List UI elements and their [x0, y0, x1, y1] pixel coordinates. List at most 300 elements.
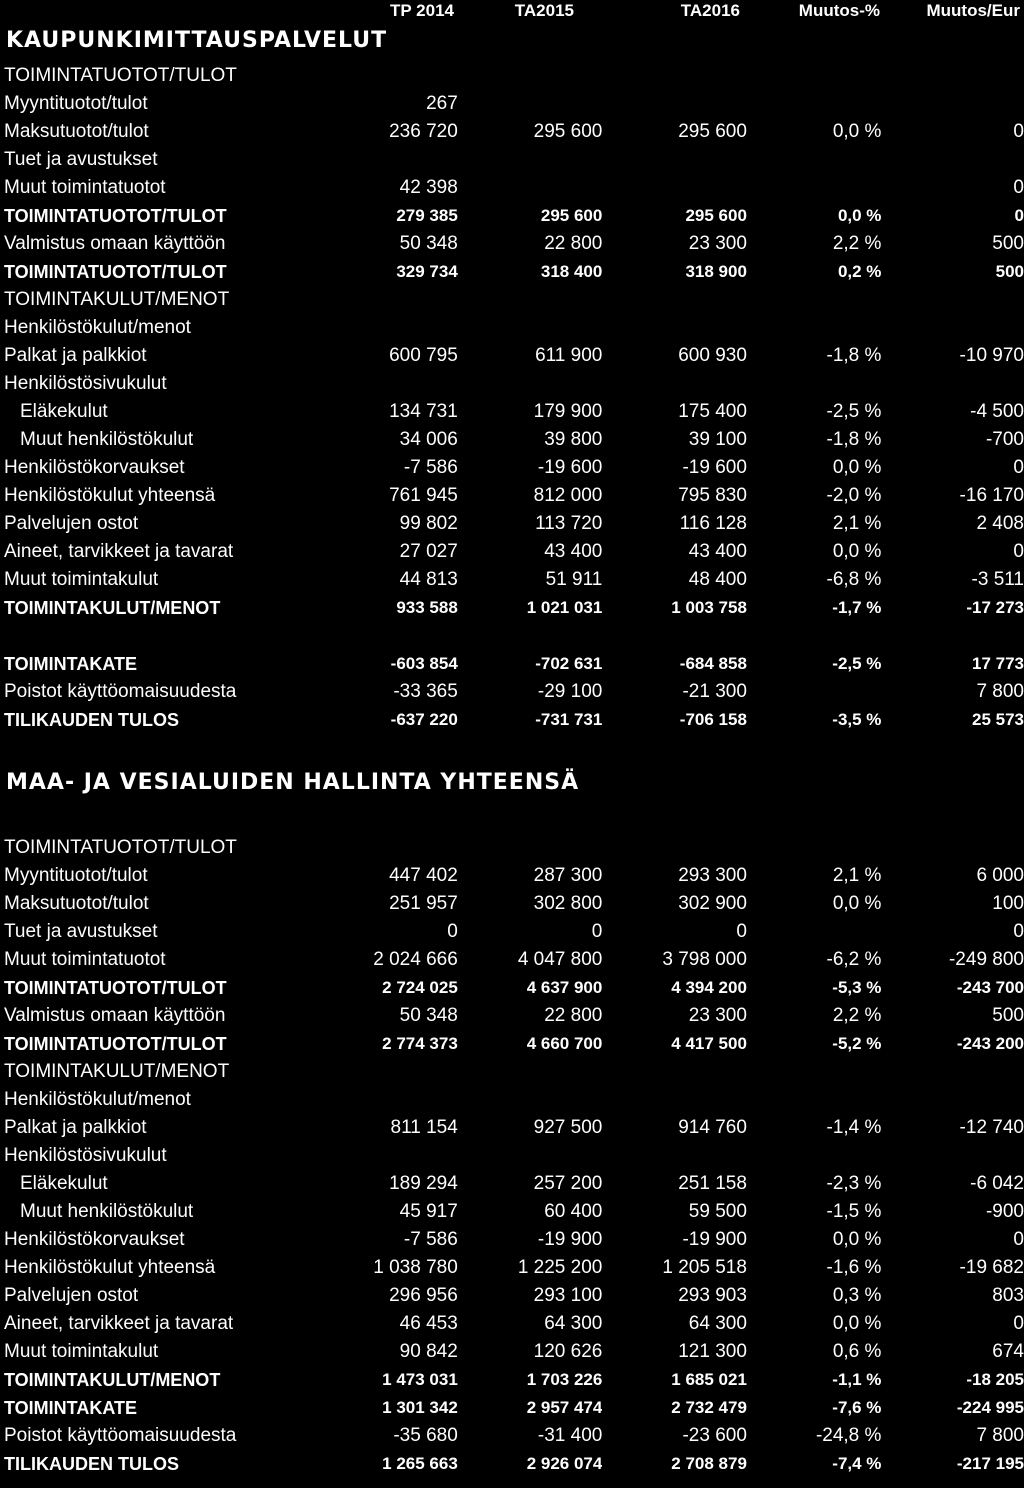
table-row: [0, 538, 1024, 566]
cell-value: 0: [591, 921, 603, 942]
table-row: [0, 1114, 1024, 1142]
table-row: [0, 1002, 1024, 1030]
cell-value: -33 365: [393, 681, 458, 702]
cell-value: [747, 370, 882, 398]
cell-value: 39 100: [688, 429, 747, 450]
cell-value: 189 294: [389, 1173, 458, 1194]
cell-value: -1,6 %: [826, 1257, 882, 1278]
cell-value: 2,2 %: [832, 233, 882, 254]
cell-value: -684 858: [679, 654, 747, 673]
row-label: Myyntituotot/tulot: [4, 93, 148, 114]
table-row: [0, 834, 1024, 862]
table-row: [0, 1338, 1024, 1366]
cell-value: [881, 370, 1024, 398]
cell-value: -2,0 %: [826, 485, 882, 506]
cell-value: 64 300: [688, 1313, 747, 1334]
cell-value: 1 473 031: [382, 1370, 458, 1389]
cell-value: 295 600: [678, 121, 747, 142]
cell-value: 45 917: [399, 1201, 458, 1222]
cell-value: 23 300: [688, 233, 747, 254]
cell-value: [747, 90, 882, 118]
cell-value: [458, 834, 603, 862]
cell-value: 121 300: [678, 1341, 747, 1362]
cell-value: 4 047 800: [517, 949, 603, 970]
cell-value: -6 042: [970, 1173, 1024, 1194]
cell-value: 7 800: [976, 1425, 1024, 1446]
cell-value: 7 800: [976, 681, 1024, 702]
cell-value: 927 500: [533, 1117, 603, 1138]
cell-value: [881, 1142, 1024, 1170]
cell-value: 933 588: [396, 598, 458, 617]
cell-value: [747, 1058, 882, 1086]
cell-value: -19 682: [959, 1257, 1024, 1278]
cell-value: 500: [995, 262, 1024, 281]
cell-value: 267: [426, 93, 458, 114]
table-row: [0, 1226, 1024, 1254]
cell-value: 329 734: [396, 262, 458, 281]
cell-value: 295 600: [685, 206, 747, 225]
table-row: [0, 1254, 1024, 1282]
cell-value: -7,4 %: [832, 1454, 882, 1473]
table-row: [0, 426, 1024, 454]
cell-value: [361, 370, 457, 398]
cell-value: -7,6 %: [832, 1398, 882, 1417]
cell-value: 761 945: [389, 485, 458, 506]
cell-value: 1 685 021: [671, 1370, 747, 1389]
cell-value: [747, 62, 882, 90]
cell-value: 2 926 074: [526, 1454, 603, 1473]
cell-value: 0,0 %: [832, 457, 882, 478]
cell-value: -731 731: [535, 710, 603, 729]
cell-value: 22 800: [544, 233, 603, 254]
cell-value: 48 400: [688, 569, 747, 590]
row-label: TOIMINTAKATE: [4, 1398, 137, 1418]
cell-value: [881, 146, 1024, 174]
cell-value: 4 660 700: [526, 1034, 603, 1053]
cell-value: -706 158: [679, 710, 747, 729]
cell-value: -3 511: [971, 569, 1024, 590]
row-label: TOIMINTATUOTOT/TULOT: [4, 1034, 227, 1054]
cell-value: [747, 918, 882, 946]
cell-value: [602, 146, 747, 174]
cell-value: [602, 1086, 747, 1114]
table-row: [0, 1142, 1024, 1170]
cell-value: 4 417 500: [671, 1034, 747, 1053]
cell-value: [602, 1142, 747, 1170]
cell-value: 1 265 663: [382, 1454, 458, 1473]
row-label: Poistot käyttöomaisuudesta: [4, 1425, 237, 1446]
cell-value: [361, 62, 457, 90]
cell-value: -31 400: [537, 1425, 603, 1446]
cell-value: 0,0 %: [832, 1229, 882, 1250]
cell-value: -3,5 %: [832, 710, 882, 729]
financial-table-kaupunkimittaus: [0, 62, 1024, 734]
row-label: Muut toimintakulut: [4, 569, 159, 590]
cell-value: [458, 622, 603, 650]
row-label: Tuet ja avustukset: [4, 149, 158, 170]
cell-value: 42 398: [399, 177, 458, 198]
cell-value: -1,4 %: [826, 1117, 882, 1138]
cell-value: 50 348: [399, 1005, 458, 1026]
section-title-maa-ja-vesialueiden: MAA- JA VESIALUIDEN HALLINTA YHTEENSÄ: [6, 770, 580, 795]
cell-value: 2 774 373: [382, 1034, 458, 1053]
cell-value: 25 573: [972, 710, 1024, 729]
cell-value: [747, 146, 882, 174]
header-col-muutos-pct: Muutos-%: [798, 1, 880, 20]
table-row: [0, 202, 1024, 230]
cell-value: 302 800: [533, 893, 603, 914]
table-row: [0, 974, 1024, 1002]
cell-value: -2,5 %: [832, 654, 882, 673]
cell-value: -16 170: [959, 485, 1024, 506]
cell-value: -702 631: [535, 654, 603, 673]
cell-value: 812 000: [533, 485, 603, 506]
cell-value: [458, 174, 603, 202]
cell-value: 120 626: [533, 1341, 603, 1362]
table-row: [0, 146, 1024, 174]
cell-value: [361, 1086, 457, 1114]
cell-value: [881, 834, 1024, 862]
cell-value: 600 795: [389, 345, 458, 366]
cell-value: 0: [736, 921, 747, 942]
row-label: Henkilöstösivukulut: [4, 373, 167, 394]
cell-value: 99 802: [399, 513, 458, 534]
table-row: [0, 230, 1024, 258]
table-row: [0, 1366, 1024, 1394]
cell-value: 2 724 025: [382, 978, 458, 997]
cell-value: [602, 622, 747, 650]
row-label: Eläkekulut: [20, 401, 108, 422]
cell-value: -243 700: [956, 978, 1024, 997]
cell-value: 2 732 479: [671, 1398, 747, 1417]
cell-value: -2,3 %: [826, 1173, 882, 1194]
row-label: Palkat ja palkkiot: [4, 1117, 147, 1138]
cell-value: 674: [992, 1341, 1024, 1362]
cell-value: 0,0 %: [837, 206, 882, 225]
cell-value: [747, 1086, 882, 1114]
cell-value: [602, 1058, 747, 1086]
cell-value: -7 586: [403, 1229, 458, 1250]
cell-value: [361, 286, 457, 314]
row-label: Palvelujen ostot: [4, 513, 139, 534]
cell-value: 914 760: [678, 1117, 747, 1138]
table-row: [0, 174, 1024, 202]
row-label: Valmistus omaan käyttöön: [4, 233, 226, 254]
table-row: [0, 1058, 1024, 1086]
row-label: Valmistus omaan käyttöön: [4, 1005, 226, 1026]
cell-value: [458, 1142, 603, 1170]
cell-value: [747, 174, 882, 202]
table-row: [0, 862, 1024, 890]
cell-value: [602, 90, 747, 118]
cell-value: 2,1 %: [832, 513, 882, 534]
table-row: [0, 1310, 1024, 1338]
cell-value: 179 900: [533, 401, 603, 422]
cell-value: [602, 286, 747, 314]
cell-value: 2,1 %: [832, 865, 882, 886]
row-label: TOIMINTATUOTOT/TULOT: [4, 65, 237, 86]
cell-value: -1,1 %: [832, 1370, 882, 1389]
header-col-ta2016: TA2016: [680, 1, 740, 20]
cell-value: [361, 622, 457, 650]
cell-value: 4 394 200: [671, 978, 747, 997]
row-label: TOIMINTAKULUT/MENOT: [4, 598, 221, 618]
cell-value: 0,0 %: [832, 121, 882, 142]
cell-value: 17 773: [972, 654, 1024, 673]
cell-value: 1 301 342: [382, 1398, 458, 1417]
cell-value: -12 740: [959, 1117, 1024, 1138]
row-label: TOIMINTATUOTOT/TULOT: [4, 837, 237, 858]
row-label: TILIKAUDEN TULOS: [4, 1454, 179, 1474]
cell-value: 100: [992, 893, 1024, 914]
cell-value: 293 903: [678, 1285, 747, 1306]
cell-value: -603 854: [390, 654, 458, 673]
cell-value: 293 300: [678, 865, 747, 886]
table-row: [0, 370, 1024, 398]
cell-value: [458, 62, 603, 90]
row-label: Henkilöstökulut/menot: [4, 317, 191, 338]
cell-value: -243 200: [956, 1034, 1024, 1053]
cell-value: 1 021 031: [526, 598, 603, 617]
cell-value: 6 000: [976, 865, 1024, 886]
cell-value: 296 956: [389, 1285, 458, 1306]
cell-value: 50 348: [399, 233, 458, 254]
table-row: [0, 1170, 1024, 1198]
cell-value: [361, 1142, 457, 1170]
cell-value: -21 300: [682, 681, 747, 702]
row-label: TILIKAUDEN TULOS: [4, 710, 179, 730]
cell-value: -1,8 %: [826, 429, 882, 450]
cell-value: 3 798 000: [662, 949, 747, 970]
cell-value: [361, 834, 457, 862]
cell-value: -1,8 %: [826, 345, 882, 366]
cell-value: [458, 1058, 603, 1086]
row-label: Henkilöstökorvaukset: [4, 457, 185, 478]
cell-value: 134 731: [389, 401, 458, 422]
row-label: Eläkekulut: [20, 1173, 108, 1194]
financial-table-maa-ja-vesialueiden: [0, 834, 1024, 1478]
cell-value: -18 205: [966, 1370, 1024, 1389]
cell-value: 318 400: [540, 262, 603, 281]
section-title-kaupunkimittauspalvelut: KAUPUNKIMITTAUSPALVELUT: [6, 28, 388, 53]
row-label: Muut henkilöstökulut: [20, 429, 194, 450]
row-label: Tuet ja avustukset: [4, 921, 158, 942]
cell-value: -5,3 %: [832, 978, 882, 997]
cell-value: 811 154: [390, 1117, 458, 1138]
cell-value: 0: [1013, 921, 1024, 942]
table-row: [0, 1422, 1024, 1450]
cell-value: 43 400: [688, 541, 747, 562]
table-row: [0, 398, 1024, 426]
cell-value: 22 800: [544, 1005, 603, 1026]
header-col-tp2014: TP 2014: [390, 1, 454, 20]
cell-value: [747, 286, 882, 314]
cell-value: -249 800: [948, 949, 1024, 970]
cell-value: -217 195: [956, 1454, 1024, 1473]
row-label: [0, 622, 361, 650]
cell-value: -1,5 %: [826, 1201, 882, 1222]
cell-value: -7 586: [403, 457, 458, 478]
cell-value: 90 842: [399, 1341, 458, 1362]
cell-value: 0: [1013, 1229, 1024, 1250]
cell-value: [881, 286, 1024, 314]
cell-value: 60 400: [544, 1201, 603, 1222]
cell-value: 0: [1013, 457, 1024, 478]
cell-value: 175 400: [678, 401, 747, 422]
header-col-ta2015: TA2015: [514, 1, 574, 20]
cell-value: 39 800: [544, 429, 603, 450]
cell-value: [881, 622, 1024, 650]
cell-value: 600 930: [678, 345, 747, 366]
cell-value: [881, 314, 1024, 342]
column-header: [0, 0, 1024, 26]
cell-value: 257 200: [533, 1173, 603, 1194]
cell-value: 295 600: [540, 206, 603, 225]
table-row: [0, 566, 1024, 594]
table-row: [0, 1394, 1024, 1422]
row-label: Muut toimintakulut: [4, 1341, 159, 1362]
cell-value: 116 128: [679, 513, 747, 534]
cell-value: 0,6 %: [832, 1341, 882, 1362]
table-row: [0, 1282, 1024, 1310]
cell-value: -23 600: [682, 1425, 747, 1446]
cell-value: -1,7 %: [832, 598, 882, 617]
cell-value: 64 300: [544, 1313, 603, 1334]
cell-value: [458, 286, 603, 314]
cell-value: [881, 1086, 1024, 1114]
table-row: [0, 594, 1024, 622]
cell-value: 236 720: [389, 121, 458, 142]
table-row: [0, 1086, 1024, 1114]
row-label: Myyntituotot/tulot: [4, 865, 148, 886]
cell-value: 1 038 780: [373, 1257, 458, 1278]
cell-value: 803: [992, 1285, 1024, 1306]
table-row: [0, 650, 1024, 678]
cell-value: -637 220: [390, 710, 458, 729]
cell-value: 251 957: [389, 893, 458, 914]
row-label: Maksutuotot/tulot: [4, 121, 149, 142]
cell-value: -35 680: [393, 1425, 458, 1446]
cell-value: 1 205 518: [662, 1257, 747, 1278]
cell-value: 27 027: [399, 541, 458, 562]
cell-value: 51 911: [545, 569, 603, 590]
cell-value: -900: [985, 1201, 1024, 1222]
row-label: TOIMINTAKATE: [4, 654, 137, 674]
cell-value: 23 300: [688, 1005, 747, 1026]
cell-value: 318 900: [685, 262, 747, 281]
cell-value: [361, 146, 457, 174]
row-label: Muut toimintatuotot: [4, 177, 166, 198]
cell-value: 113 720: [535, 513, 603, 534]
cell-value: 2,2 %: [832, 1005, 882, 1026]
cell-value: 4 637 900: [526, 978, 603, 997]
cell-value: 795 830: [678, 485, 747, 506]
table-row: [0, 258, 1024, 286]
cell-value: 1 225 200: [517, 1257, 603, 1278]
cell-value: -6,2 %: [826, 949, 882, 970]
cell-value: 0,0 %: [832, 541, 882, 562]
cell-value: -10 970: [959, 345, 1024, 366]
cell-value: 302 900: [678, 893, 747, 914]
cell-value: [881, 90, 1024, 118]
cell-value: [881, 1058, 1024, 1086]
cell-value: [458, 370, 603, 398]
cell-value: [361, 1058, 457, 1086]
cell-value: -2,5 %: [826, 401, 882, 422]
row-label: Poistot käyttöomaisuudesta: [4, 681, 237, 702]
table-row: [0, 62, 1024, 90]
cell-value: 2 408: [976, 513, 1024, 534]
table-row: [0, 342, 1024, 370]
table-row: [0, 454, 1024, 482]
row-label: Palkat ja palkkiot: [4, 345, 147, 366]
table-row: [0, 1450, 1024, 1478]
cell-value: [747, 1142, 882, 1170]
cell-value: 2 024 666: [373, 949, 458, 970]
cell-value: [602, 174, 747, 202]
table-row: [0, 314, 1024, 342]
cell-value: [747, 314, 882, 342]
cell-value: 43 400: [544, 541, 603, 562]
table-row: [0, 1198, 1024, 1226]
cell-value: -17 273: [966, 598, 1024, 617]
cell-value: 0,2 %: [837, 262, 882, 281]
cell-value: 2 708 879: [671, 1454, 747, 1473]
row-label: TOIMINTAKULUT/MENOT: [4, 289, 230, 310]
table-row: [0, 286, 1024, 314]
cell-value: 46 453: [399, 1313, 458, 1334]
row-label: TOIMINTATUOTOT/TULOT: [4, 978, 227, 998]
cell-value: -19 900: [537, 1229, 603, 1250]
cell-value: -5,2 %: [832, 1034, 882, 1053]
row-label: Palvelujen ostot: [4, 1285, 139, 1306]
cell-value: 251 158: [678, 1173, 747, 1194]
table-row: [0, 678, 1024, 706]
cell-value: [458, 146, 603, 174]
cell-value: [602, 62, 747, 90]
header-col-muutos-eur: Muutos/Eur: [926, 1, 1020, 20]
row-label: Henkilöstökorvaukset: [4, 1229, 185, 1250]
cell-value: [747, 678, 882, 706]
cell-value: [881, 62, 1024, 90]
row-label: TOIMINTAKULUT/MENOT: [4, 1370, 221, 1390]
cell-value: [602, 370, 747, 398]
cell-value: -19 600: [682, 457, 747, 478]
row-label: Henkilöstökulut yhteensä: [4, 1257, 216, 1278]
spacer-row: [0, 622, 1024, 650]
cell-value: 611 900: [535, 345, 603, 366]
cell-value: 0: [447, 921, 458, 942]
cell-value: 44 813: [399, 569, 458, 590]
cell-value: 0: [1013, 177, 1024, 198]
cell-value: 500: [992, 1005, 1024, 1026]
cell-value: [747, 622, 882, 650]
cell-value: 447 402: [389, 865, 458, 886]
cell-value: -19 900: [682, 1229, 747, 1250]
row-label: Aineet, tarvikkeet ja tavarat: [4, 1313, 234, 1334]
cell-value: 0: [1013, 541, 1024, 562]
cell-value: 0: [1013, 121, 1024, 142]
cell-value: 0,0 %: [832, 893, 882, 914]
row-label: Henkilöstösivukulut: [4, 1145, 167, 1166]
cell-value: 34 006: [399, 429, 458, 450]
cell-value: -19 600: [537, 457, 603, 478]
cell-value: [458, 90, 603, 118]
table-row: [0, 1030, 1024, 1058]
table-row: [0, 706, 1024, 734]
cell-value: 287 300: [533, 865, 603, 886]
table-row: [0, 918, 1024, 946]
